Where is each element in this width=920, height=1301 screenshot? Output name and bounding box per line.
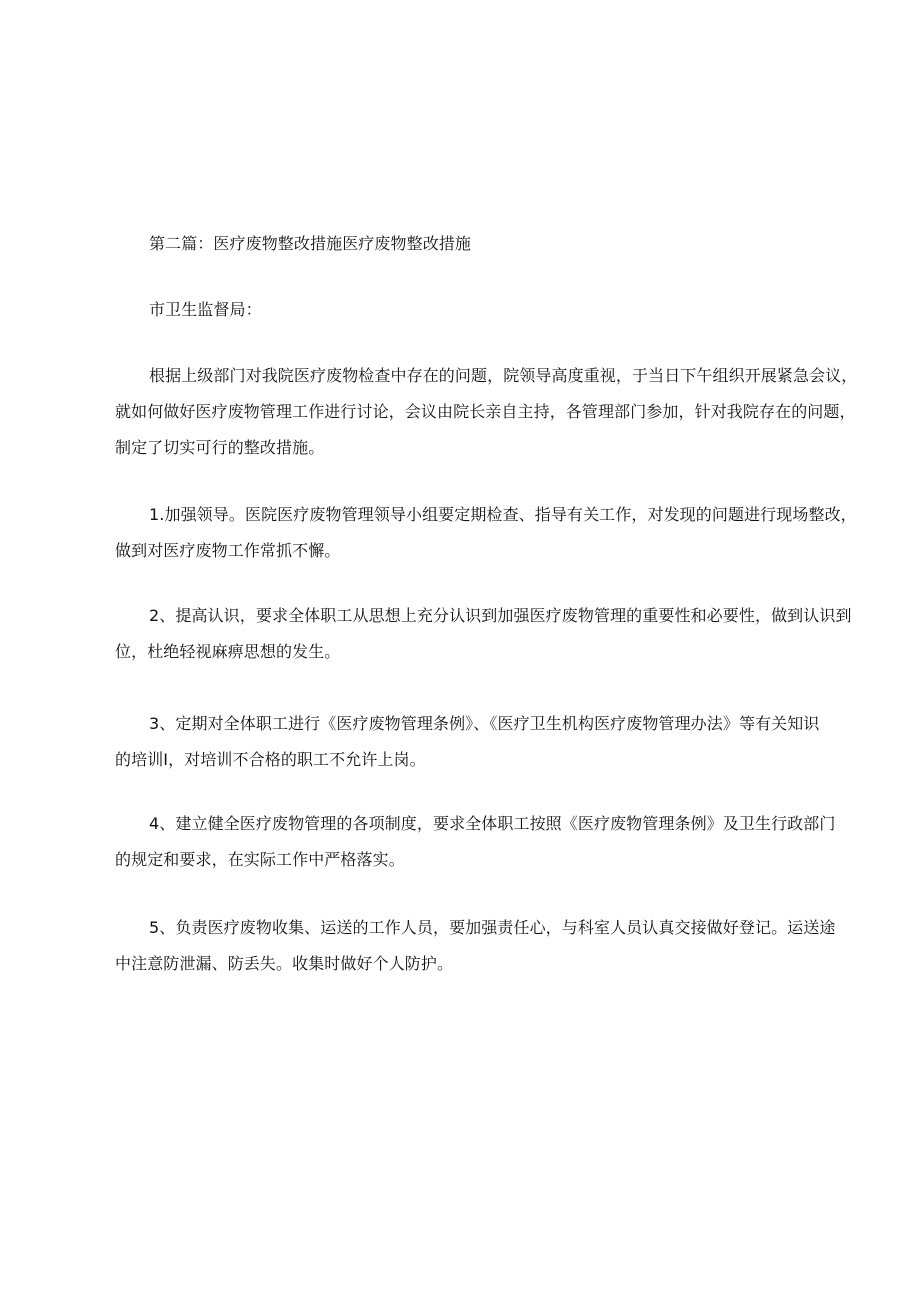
- greeting-line: 市卫生监督局：: [149, 300, 262, 319]
- paragraph-line: 4、建立健全医疗废物管理的各项制度，要求全体职工按照《医疗废物管理条例》及卫生行政部门: [149, 814, 836, 833]
- intro-paragraph: [115, 358, 858, 466]
- paragraph-line: 就如何做好医疗废物管理工作进行讨论，会议由院长亲自主持，各管理部门参加，针对我院存在的问题，: [115, 402, 856, 421]
- paragraph-line: 1.加强领导。医院医疗废物管理领导小组要定期检查、指导有关工作，对发现的问题进行现场整改，: [149, 505, 857, 524]
- document-title: [115, 226, 815, 262]
- title-line: 第二篇：医疗废物整改措施医疗废物整改措施: [149, 234, 472, 253]
- paragraph-line: 2、提高认识，要求全体职工从思想上充分认识到加强医疗废物管理的重要性和必要性，做到认识到: [149, 606, 852, 625]
- paragraph-line: 的培训Ⅰ，对培训不合格的职工不允许上岗。: [115, 750, 426, 769]
- measure-item-2: [115, 598, 852, 670]
- measure-item-3: [115, 706, 820, 778]
- paragraph-line: 中注意防泄漏、防丢失。收集时做好个人防护。: [115, 954, 454, 973]
- paragraph-line: 根据上级部门对我院医疗废物检查中存在的问题，院领导高度重视，于当日下午组织开展紧急会议，: [149, 366, 858, 385]
- measure-item-5: [115, 910, 836, 982]
- paragraph-line: 的规定和要求，在实际工作中严格落实。: [115, 850, 405, 869]
- paragraph-line: 5、负责医疗废物收集、运送的工作人员，要加强责任心，与科室人员认真交接做好登记。运送途: [149, 918, 836, 937]
- paragraph-line: 制定了切实可行的整改措施。: [115, 438, 325, 457]
- paragraph-line: 3、定期对全体职工进行《医疗废物管理条例》、《医疗卫生机构医疗废物管理办法》等有关知识: [149, 714, 820, 733]
- greeting: [115, 292, 815, 328]
- measure-item-4: [115, 806, 836, 878]
- paragraph-line: 做到对医疗废物工作常抓不懈。: [115, 541, 341, 560]
- paragraph-line: 位，杜绝轻视麻痹思想的发生。: [115, 642, 341, 661]
- measure-item-1: [115, 497, 857, 569]
